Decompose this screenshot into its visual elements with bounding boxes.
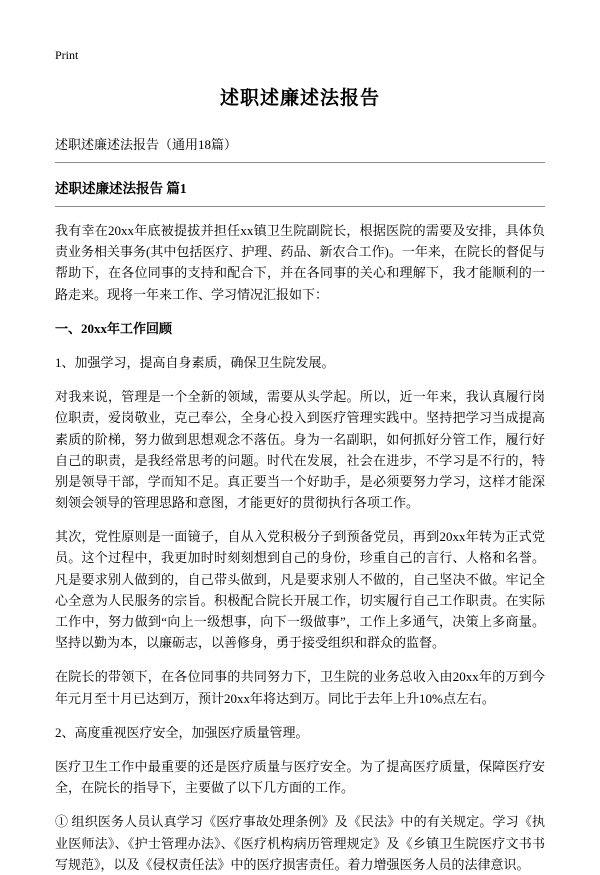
- document-subtitle: 述职述廉述法报告（通用18篇）: [55, 134, 545, 163]
- paragraph-point-2: 2、高度重视医疗安全，加强医疗质量管理。: [55, 724, 309, 740]
- paragraph-law-study: ① 组织医务人员认真学习《医疗事故处理条例》及《民法》中的有关规定。学习《执业医师法》、《护士管理办法》、《医疗机构病历管理规定》及《乡镇卫生院医疗文书书写规范》，以及《侵权责任法》中的医疗损害责任。着力增强医务人员的法律意识。: [55, 814, 545, 872]
- heading-work-review: 一、20xx年工作回顾: [55, 320, 173, 336]
- paragraph-party-principle: 其次，党性原则是一面镜子，自从入党积极分子到预备党员，再到20xx年转为正式党员。这个过程中，我更加时时刻刻想到自己的身份，珍重自己的言行、人格和名誉。凡是要求别人做到的，自己带头做到，凡是要求别人不做的，自己坚决不做。牢记全心全意为人民服务的宗旨。积极配合院长开展工作，切实履行自己工作职责。在实际工作中，努力做到“向上一级想事，向下一级做事”，工作上多通气，决策上多商量。坚持以勤为本，以廉砺志，以善修身，勇于接受组织和群众的监督。: [55, 529, 545, 651]
- paragraph-point-1: 1、加强学习，提高自身素质，确保卫生院发展。: [55, 354, 335, 370]
- document-title: 述职述廉述法报告: [219, 88, 380, 109]
- paragraph-learning: 对我来说，管理是一个全新的领域，需要从头学起。所以，近一年来，我认真履行岗位职责，爱岗敬业，克己奉公，全身心投入到医疗管理实践中。坚持把学习当成提高素质的阶梯，努力做到思想观念不落伍。身为一名副职，如何抓好分管工作，履行好自己的职责，是我经常思考的问题。时代在发展，社会在进步，不学习是不行的，特别是领导干部，学而知不足。真正要当一个好助手，是必须要努力学习，这样才能深刻领会领导的管理思路和意图，才能更好的贯彻执行各项工作。: [55, 389, 545, 511]
- print-link[interactable]: Print: [55, 48, 79, 62]
- paragraph-revenue: 在院长的带领下，在各位同事的共同努力下，卫生院的业务总收入由20xx年的万到今年元月至十月已达到万，预计20xx年将达到万。同比于去年上升10%点左右。: [55, 669, 545, 706]
- paragraph-intro: 我有幸在20xx年底被提拔并担任xx镇卫生院副院长，根据医院的需要及安排，具体负责业务相关事务(其中包括医疗、护理、药品、新农合工作)。一年来，在院长的督促与帮助下，在各位同事的支持和配合下，并在各同事的关心和理解下，我才能顺利的一路走来。现将一年来工作、学习情况汇报如下：: [55, 223, 545, 302]
- paragraph-medical-quality: 医疗卫生工作中最重要的还是医疗质量与医疗安全。为了提高医疗质量，保障医疗安全，在院长的指导下，主要做了以下几方面的工作。: [55, 758, 545, 796]
- section-heading: 述职述廉述法报告 篇1: [55, 177, 545, 207]
